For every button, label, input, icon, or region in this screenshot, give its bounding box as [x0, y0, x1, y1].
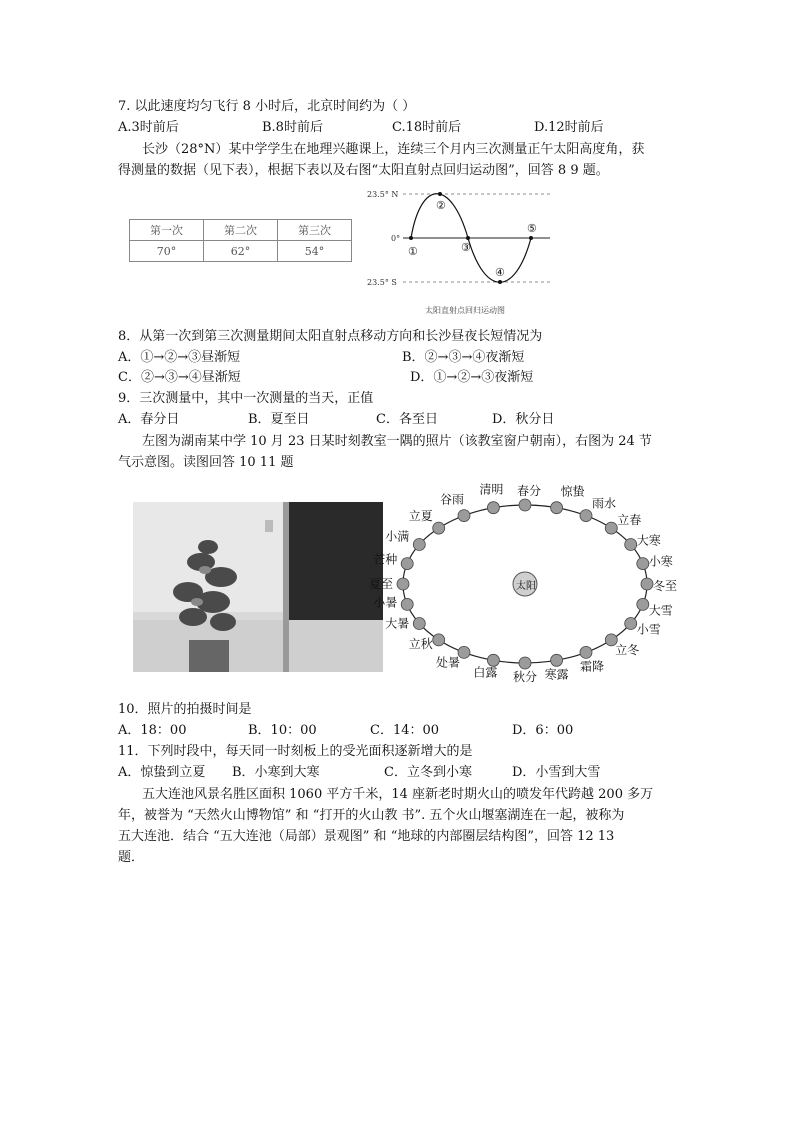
point-1-label: ①	[408, 245, 418, 258]
classroom-photo	[133, 502, 383, 672]
earth-marker-9	[625, 618, 637, 630]
earth-marker-1	[519, 499, 531, 511]
solar-term-label-20: 芒种	[373, 552, 398, 567]
q8-option-c: C．②→③→④昼渐短	[118, 370, 241, 385]
point-4-dot	[498, 280, 502, 284]
intro-12-13-line3: 五大连池．结合 “五大连池（局部）景观图” 和 “地球的内部圈层结构图”，回答 12 13	[118, 829, 615, 844]
q8-option-d: D．①→②→③夜渐短	[410, 370, 534, 385]
earth-marker-19	[397, 578, 409, 590]
point-5-label: ⑤	[527, 222, 537, 235]
earth-marker-13	[519, 657, 531, 669]
earth-marker-17	[413, 618, 425, 630]
earth-marker-3	[580, 510, 592, 522]
earth-marker-4	[605, 522, 617, 534]
solar-term-label-3: 雨水	[592, 496, 617, 511]
q9-option-a: A．春分日	[118, 412, 180, 427]
intro-8-9-line1: 长沙（28°N）某中学学生在地理兴趣课上，连续三个月内三次测量正午太阳高度角，获	[142, 142, 645, 157]
table-header-3: 第三次	[278, 220, 352, 241]
intro-10-11-line1: 左图为湖南某中学 10 月 23 日某时刻教室一隅的照片（该教室窗户朝南），右图为 24 节	[142, 434, 652, 449]
intro-8-9-line2: 得测量的数据（见下表），根据下表以及右图“太阳直射点回归运动图”，回答 8 9 题。	[118, 163, 609, 178]
earth-marker-22	[433, 522, 445, 534]
solar-term-label-10: 立冬	[615, 642, 640, 657]
table-value-1: 70°	[130, 241, 204, 262]
measurement-table	[129, 219, 352, 262]
point-2-label: ②	[436, 199, 446, 212]
point-3-label: ③	[461, 241, 471, 254]
point-4-label: ④	[495, 266, 505, 279]
lat-zero-label: 0°	[391, 234, 401, 243]
solar-term-label-9: 小雪	[636, 622, 661, 637]
earth-marker-5	[625, 539, 637, 551]
q11-option-b: B．小寒到大寒	[232, 765, 320, 780]
solar-term-label-23: 谷雨	[440, 492, 465, 507]
earth-marker-7	[641, 578, 653, 590]
solar-term-label-16: 立秋	[408, 636, 433, 651]
solar-term-label-2: 惊蛰	[560, 484, 585, 499]
q10-option-d: D．6：00	[512, 723, 574, 738]
point-3-dot	[466, 236, 470, 240]
q9-option-c: C．各至日	[376, 412, 438, 427]
earth-marker-23	[458, 510, 470, 522]
table-header-2: 第二次	[204, 220, 278, 241]
point-1-dot	[409, 236, 413, 240]
q9-stem: 9．三次测量中，其中一次测量的当天，正值	[118, 391, 374, 406]
solar-term-label-22: 立夏	[408, 509, 433, 524]
table-value-3: 54°	[278, 241, 352, 262]
q8-option-a: A．①→②→③昼渐短	[118, 350, 241, 365]
table-header-1: 第一次	[130, 220, 204, 241]
intro-10-11-line2: 气示意图。读图回答 10 11 题	[118, 455, 294, 470]
solar-term-label-7: 冬至	[653, 579, 678, 593]
solar-term-label-24: 清明	[479, 482, 504, 497]
q9-option-d: D．秋分日	[492, 412, 555, 427]
sun-chart-caption: 太阳直射点回归运动图	[425, 306, 505, 315]
lat-north-label: 23.5° N	[367, 190, 399, 199]
solar-term-label-4: 立春	[617, 513, 642, 528]
q10-option-a: A．18：00	[118, 723, 187, 738]
sun-direct-point-chart	[365, 185, 565, 320]
solar-term-label-12: 寒露	[544, 667, 569, 682]
solar-term-label-11: 霜降	[580, 659, 605, 674]
solar-term-label-5: 大寒	[636, 533, 661, 548]
solar-term-label-15: 处暑	[436, 655, 461, 670]
earth-marker-16	[433, 634, 445, 646]
solar-term-label-21: 小满	[385, 529, 410, 544]
q8-option-b: B．②→③→④夜渐短	[402, 350, 525, 365]
earth-marker-8	[637, 598, 649, 610]
earth-marker-21	[413, 539, 425, 551]
q7-option-b: B.8时前后	[262, 120, 323, 135]
solar-term-label-13: 秋分	[513, 670, 538, 684]
table-value-2: 62°	[204, 241, 278, 262]
q8-stem: 8．从第一次到第三次测量期间太阳直射点移动方向和长沙昼夜长短情况为	[118, 329, 543, 344]
earth-marker-18	[401, 598, 413, 610]
earth-marker-12	[551, 654, 563, 666]
solar-terms-diagram	[369, 478, 678, 688]
q10-option-b: B．10：00	[248, 723, 317, 738]
q10-stem: 10．照片的拍摄时间是	[118, 702, 252, 717]
earth-marker-11	[580, 646, 592, 658]
q7-option-d: D.12时前后	[534, 120, 604, 135]
point-5-dot	[529, 236, 533, 240]
solar-term-label-17: 大暑	[385, 616, 410, 631]
solar-term-label-1: 春分	[517, 484, 542, 498]
earth-marker-20	[401, 558, 413, 570]
intro-12-13-line4: 题．	[118, 850, 145, 865]
q7-option-c: C.18时前后	[392, 120, 462, 135]
q11-option-c: C．立冬到小寒	[384, 765, 472, 780]
q11-option-a: A．惊蛰到立夏	[118, 765, 206, 780]
solar-term-label-8: 大雪	[648, 603, 673, 618]
solar-term-label-14: 白露	[473, 665, 498, 680]
solar-term-label-6: 小寒	[648, 554, 673, 569]
lat-south-label: 23.5° S	[367, 278, 397, 287]
earth-marker-2	[551, 502, 563, 514]
earth-marker-24	[487, 502, 499, 514]
q11-stem: 11．下列时段中，每天同一时刻板上的受光面积逐新增大的是	[118, 744, 473, 759]
earth-marker-6	[637, 558, 649, 570]
q7-stem: 7. 以此速度均匀飞行 8 小时后，北京时间约为（ ）	[118, 99, 416, 114]
solar-term-label-19: 夏至	[369, 577, 394, 591]
sun-label: 太阳	[516, 581, 536, 592]
q11-option-d: D．小雪到大雪	[512, 765, 601, 780]
intro-12-13-line2: 年，被誉为 “天然火山博物馆” 和 “打开的火山教 书”. 五个火山堰塞湖连在一起，被称为	[118, 808, 625, 823]
intro-12-13-line1: 五大连池风景名胜区面积 1060 平方千米，14 座新老时期火山的喷发年代跨越 200 多万	[142, 787, 654, 802]
q9-option-b: B．夏至日	[248, 412, 310, 427]
q10-option-c: C．14：00	[370, 723, 440, 738]
solar-term-label-18: 小暑	[373, 595, 398, 610]
point-2-dot	[438, 192, 442, 196]
q7-option-a: A.3时前后	[118, 120, 179, 135]
